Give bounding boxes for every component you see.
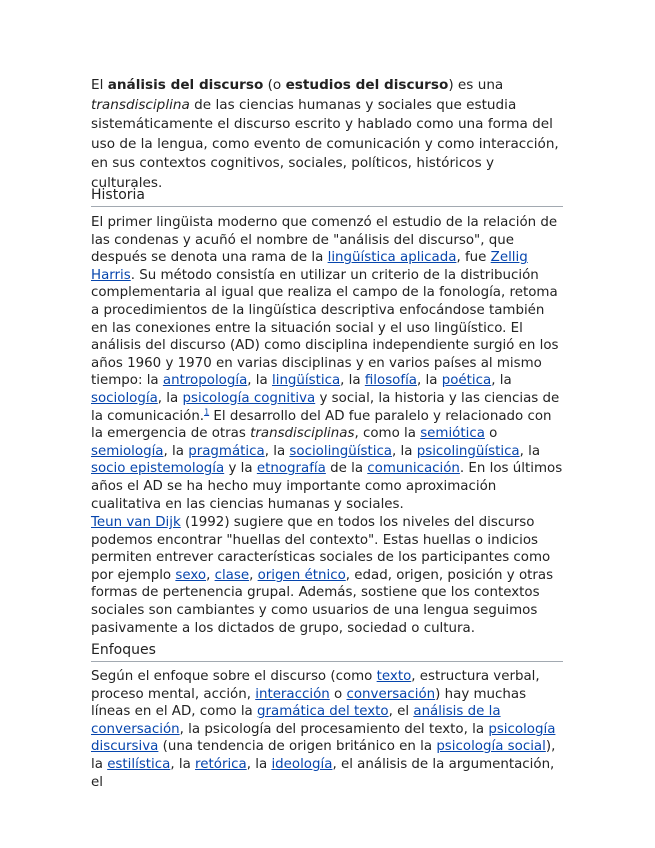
link-socio-epistemologia[interactable]: socio epistemología: [91, 461, 225, 477]
link-psicologia-social[interactable]: psicología social: [436, 739, 546, 755]
link-psicologia-discursiva[interactable]: psicología discursiva: [91, 721, 556, 755]
paragraph-text: , la psicología del procesamiento del texto, la: [179, 721, 489, 737]
link-psicologia-cognitiva[interactable]: psicología cognitiva: [182, 390, 316, 406]
link-interaccion[interactable]: interacción: [255, 686, 330, 702]
paragraph-text: , el: [388, 704, 414, 720]
link-etnografia[interactable]: etnografía: [256, 461, 326, 477]
link-zellig-harris[interactable]: Zellig Harris: [91, 250, 528, 283]
paragraph-text: , edad, origen, posición y otras formas de pertenencia grupal. Además, sostiene que los contextos sociales son cambiantes y como usuarios de una lengua seguimos pasivamente a los dictados de grupo, sociedad o cultura.: [91, 567, 554, 636]
paragraph-text: , fue: [456, 250, 491, 266]
link-estilistica[interactable]: estilística: [107, 756, 171, 772]
paragraph-text: (1992) sugiere que en todos los niveles del discurso podemos encontrar "huellas del contexto". Estas huellas o indicios permiten entrever características sociales de los participantes como por ejemplo: [91, 515, 551, 583]
section-heading-historia: Historia: [91, 186, 563, 207]
paragraph-text: ,: [206, 567, 215, 583]
term-estudios-del-discurso: estudios del discurso: [285, 77, 449, 93]
link-analisis-de-la-conversacion[interactable]: análisis de la conversación: [91, 704, 501, 737]
intro-text: de las ciencias humanas y sociales que estudia sistemáticamente el discurso escrito y hablado como una forma del uso de la lengua, como evento de comunicación y como interacción, en sus contextos cognitivos, sociales, políticos, históricos y culturales.: [91, 96, 559, 191]
intro-text: (o: [263, 77, 286, 93]
paragraph-text: , la: [392, 443, 417, 459]
link-conversacion[interactable]: conversación: [346, 686, 436, 702]
paragraph-text: , la: [264, 443, 290, 459]
footnote-ref-1[interactable]: 1: [204, 407, 210, 417]
link-sociologia[interactable]: sociología: [91, 390, 158, 406]
paragraph-text: , la: [491, 373, 512, 389]
link-origen-etnico[interactable]: origen étnico: [257, 567, 346, 583]
paragraph-text: o: [484, 426, 498, 442]
link-teun-van-dijk[interactable]: Teun van Dijk: [91, 515, 181, 530]
link-gramatica-del-texto[interactable]: gramática del texto: [257, 704, 389, 720]
term-transdisciplina: transdisciplina: [91, 96, 190, 113]
link-semiotica[interactable]: semiótica: [420, 426, 485, 442]
paragraph-text: ,: [249, 567, 258, 583]
paragraph-text: , la: [246, 756, 272, 772]
term-analisis-del-discurso: análisis del discurso: [107, 77, 264, 93]
link-texto[interactable]: texto: [376, 669, 412, 684]
intro-text: El: [91, 77, 108, 93]
paragraph-text: , como la: [354, 426, 421, 442]
paragraph-text: . Su método consistía en utilizar un criterio de la distribución complementaria al igual que realiza el campo de la fonología, retoma a procedimientos de la lingüística descriptiva enfocándose también en las conexiones entre la situación social y el uso lingüístico. El análisis del discurso (AD) como disciplina independiente surgió en los años 1960 y 1970 en varias disciplinas y en varios países al mismo tiempo: la: [91, 267, 559, 389]
link-ideologia[interactable]: ideología: [271, 756, 333, 772]
paragraph-text: , la: [340, 373, 365, 389]
section-heading-enfoques: Enfoques: [91, 641, 563, 662]
paragraph-text: , la: [519, 443, 541, 459]
paragraph-text: (una tendencia de origen británico en la: [158, 739, 437, 755]
link-sociolinguistica[interactable]: sociolingüística: [289, 443, 393, 459]
link-pragmatica[interactable]: pragmática: [188, 443, 265, 459]
paragraph-text: y social, la historia y las ciencias de la comunicación.: [91, 390, 560, 424]
link-psicolinguistica[interactable]: psicolingüística: [416, 443, 520, 459]
link-comunicacion[interactable]: comunicación: [367, 461, 460, 477]
paragraph-text: ), la: [91, 739, 556, 772]
paragraph-text: de la: [325, 461, 368, 477]
enfoques-paragraph-1: [91, 668, 563, 791]
paragraph-text: , la: [157, 390, 183, 406]
paragraph-text: , la: [170, 756, 196, 772]
link-poetica[interactable]: poética: [441, 373, 492, 389]
intro-paragraph: [91, 76, 563, 194]
link-linguistica[interactable]: lingüística: [272, 373, 341, 389]
paragraph-text: El desarrollo del AD fue paralelo y relacionado con la emergencia de otras: [91, 408, 552, 442]
link-semiologia[interactable]: semiología: [91, 443, 164, 459]
paragraph-text: y la: [224, 461, 257, 477]
paragraph-text: El primer lingüista moderno que comenzó el estudio de la relación de las condenas y acuñó el nombre de "análisis del discurso", que después se denota una rama de la: [91, 215, 558, 266]
paragraph-text: Según el enfoque sobre el discurso (como: [91, 669, 377, 684]
paragraph-text: ) hay muchas líneas en el AD, como la: [91, 686, 527, 720]
paragraph-text: o: [329, 686, 347, 702]
paragraph-text: , estructura verbal, proceso mental, acción,: [91, 669, 540, 702]
link-filosofia[interactable]: filosofía: [364, 373, 418, 389]
link-linguistica-aplicada[interactable]: lingüística aplicada: [327, 250, 457, 266]
link-retorica[interactable]: retórica: [195, 756, 247, 772]
paragraph-text: . En los últimos años el AD se ha hecho muy importante como aproximación cualitativa en las ciencias humanas y sociales.: [91, 461, 563, 512]
paragraph-text: , la: [247, 373, 272, 389]
paragraph-text: , la: [417, 373, 442, 389]
term-transdisciplinas: transdisciplinas: [250, 426, 355, 442]
link-sexo[interactable]: sexo: [175, 567, 207, 583]
intro-text: ) es una: [448, 77, 504, 93]
paragraph-text: , la: [163, 443, 189, 459]
historia-paragraph-2: [91, 514, 563, 637]
historia-paragraph-1: [91, 214, 563, 513]
paragraph-text: , el análisis de la argumentación, el: [91, 756, 555, 790]
link-clase[interactable]: clase: [214, 567, 250, 583]
link-antropologia[interactable]: antropología: [162, 373, 248, 389]
